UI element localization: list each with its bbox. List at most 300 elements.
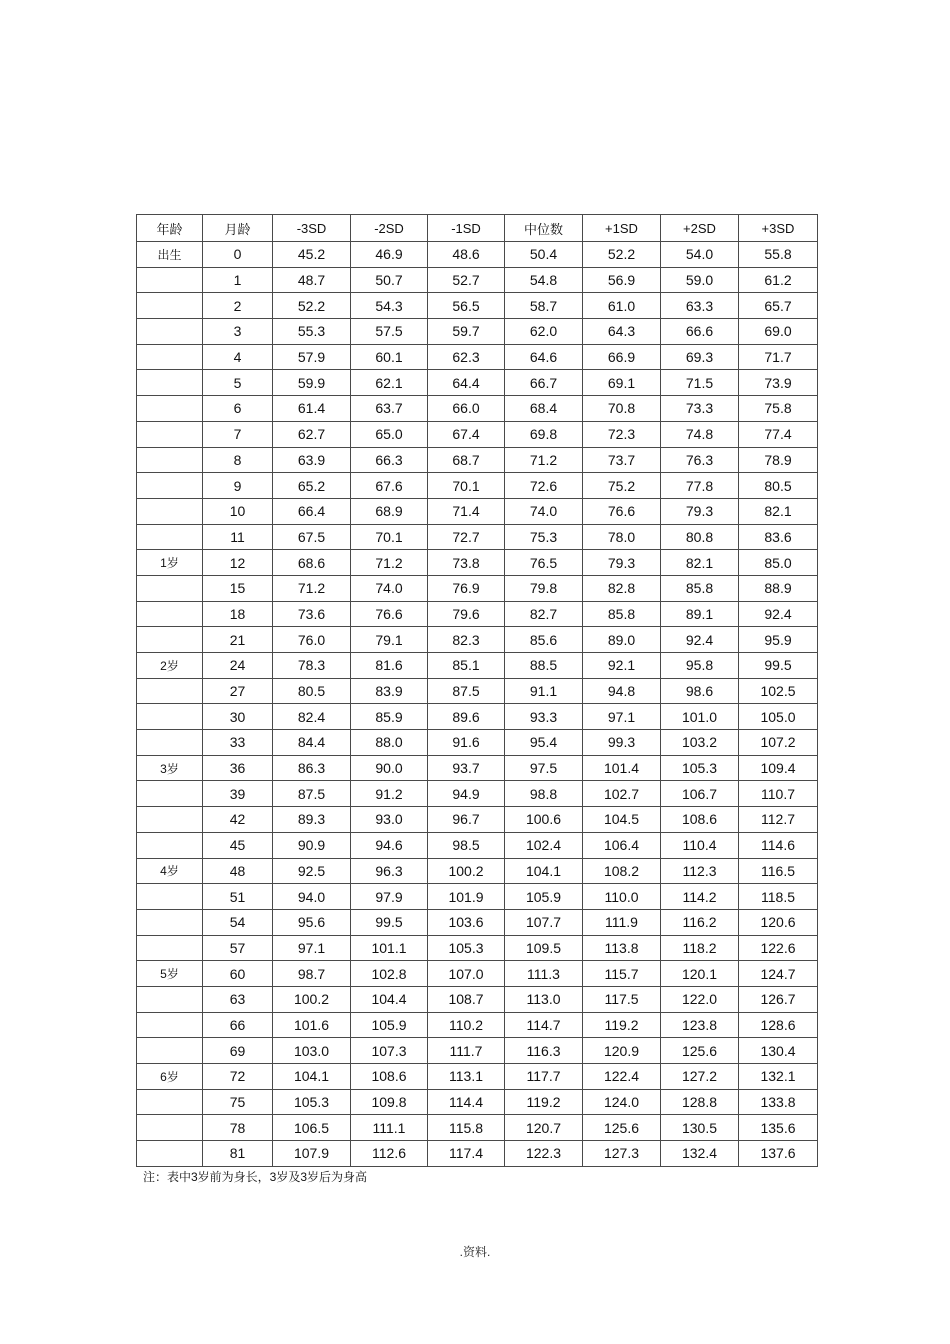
minus-1sd-cell: 85.1 xyxy=(428,653,505,679)
plus-2sd-cell: 128.8 xyxy=(661,1089,739,1115)
age-cell xyxy=(137,1012,203,1038)
minus-3sd-cell: 73.6 xyxy=(273,601,351,627)
age-cell xyxy=(137,678,203,704)
median-cell: 111.3 xyxy=(505,961,583,987)
age-cell xyxy=(137,1038,203,1064)
minus-3sd-cell: 84.4 xyxy=(273,730,351,756)
table-row xyxy=(137,1141,818,1167)
age-cell xyxy=(137,473,203,499)
month-age-cell: 60 xyxy=(203,961,273,987)
plus-3sd-cell: 110.7 xyxy=(739,781,818,807)
plus-3sd-cell: 85.0 xyxy=(739,550,818,576)
plus-1sd-cell: 85.8 xyxy=(583,601,661,627)
plus-1sd-cell: 89.0 xyxy=(583,627,661,653)
table-row xyxy=(137,601,818,627)
month-age-cell: 78 xyxy=(203,1115,273,1141)
minus-2sd-cell: 62.1 xyxy=(351,370,428,396)
month-age-cell: 4 xyxy=(203,344,273,370)
median-cell: 104.1 xyxy=(505,858,583,884)
month-age-cell: 69 xyxy=(203,1038,273,1064)
median-cell: 116.3 xyxy=(505,1038,583,1064)
minus-2sd-cell: 70.1 xyxy=(351,524,428,550)
age-cell: 1岁 xyxy=(137,550,203,576)
plus-3sd-cell: 78.9 xyxy=(739,447,818,473)
minus-1sd-cell: 73.8 xyxy=(428,550,505,576)
age-cell xyxy=(137,781,203,807)
table-row xyxy=(137,344,818,370)
plus-3sd-cell: 83.6 xyxy=(739,524,818,550)
minus-1sd-cell: 67.4 xyxy=(428,421,505,447)
plus-1sd-cell: 113.8 xyxy=(583,935,661,961)
minus-2sd-cell: 68.9 xyxy=(351,498,428,524)
table-body xyxy=(137,242,818,1167)
minus-1sd-cell: 89.6 xyxy=(428,704,505,730)
median-cell: 79.8 xyxy=(505,575,583,601)
minus-1sd-cell: 98.5 xyxy=(428,832,505,858)
median-cell: 100.6 xyxy=(505,807,583,833)
plus-3sd-cell: 88.9 xyxy=(739,575,818,601)
minus-1sd-cell: 111.7 xyxy=(428,1038,505,1064)
age-cell xyxy=(137,935,203,961)
plus-3sd-cell: 105.0 xyxy=(739,704,818,730)
table-row xyxy=(137,807,818,833)
plus-2sd-cell: 103.2 xyxy=(661,730,739,756)
median-cell: 58.7 xyxy=(505,293,583,319)
minus-3sd-cell: 92.5 xyxy=(273,858,351,884)
plus-3sd-cell: 92.4 xyxy=(739,601,818,627)
median-cell: 109.5 xyxy=(505,935,583,961)
minus-2sd-cell: 81.6 xyxy=(351,653,428,679)
minus-3sd-cell: 89.3 xyxy=(273,807,351,833)
age-cell xyxy=(137,575,203,601)
plus-2sd-cell: 71.5 xyxy=(661,370,739,396)
plus-2sd-cell: 114.2 xyxy=(661,884,739,910)
median-cell: 50.4 xyxy=(505,242,583,268)
minus-1sd-cell: 87.5 xyxy=(428,678,505,704)
plus-2sd-cell: 120.1 xyxy=(661,961,739,987)
plus-1sd-cell: 110.0 xyxy=(583,884,661,910)
minus-2sd-cell: 57.5 xyxy=(351,319,428,345)
plus-1sd-cell: 69.1 xyxy=(583,370,661,396)
plus-1sd-cell: 97.1 xyxy=(583,704,661,730)
minus-3sd-cell: 98.7 xyxy=(273,961,351,987)
minus-2sd-cell: 54.3 xyxy=(351,293,428,319)
month-age-cell: 27 xyxy=(203,678,273,704)
plus-2sd-cell: 63.3 xyxy=(661,293,739,319)
age-cell xyxy=(137,421,203,447)
plus-1sd-cell: 56.9 xyxy=(583,267,661,293)
plus-3sd-cell: 107.2 xyxy=(739,730,818,756)
plus-1sd-cell: 99.3 xyxy=(583,730,661,756)
table-row xyxy=(137,473,818,499)
plus-3sd-cell: 65.7 xyxy=(739,293,818,319)
age-cell xyxy=(137,627,203,653)
table-row xyxy=(137,1012,818,1038)
plus-3sd-cell: 122.6 xyxy=(739,935,818,961)
minus-3sd-cell: 68.6 xyxy=(273,550,351,576)
age-cell xyxy=(137,704,203,730)
minus-1sd-cell: 113.1 xyxy=(428,1064,505,1090)
table-row xyxy=(137,550,818,576)
table-row xyxy=(137,524,818,550)
age-cell xyxy=(137,832,203,858)
minus-2sd-cell: 74.0 xyxy=(351,575,428,601)
age-cell xyxy=(137,807,203,833)
minus-3sd-cell: 97.1 xyxy=(273,935,351,961)
minus-1sd-cell: 52.7 xyxy=(428,267,505,293)
plus-3sd-cell: 130.4 xyxy=(739,1038,818,1064)
minus-2sd-cell: 105.9 xyxy=(351,1012,428,1038)
median-cell: 107.7 xyxy=(505,909,583,935)
age-cell: 5岁 xyxy=(137,961,203,987)
age-cell xyxy=(137,447,203,473)
minus-3sd-cell: 104.1 xyxy=(273,1064,351,1090)
plus-3sd-cell: 55.8 xyxy=(739,242,818,268)
plus-3sd-cell: 71.7 xyxy=(739,344,818,370)
minus-2sd-cell: 83.9 xyxy=(351,678,428,704)
minus-3sd-cell: 45.2 xyxy=(273,242,351,268)
month-age-cell: 51 xyxy=(203,884,273,910)
minus-2sd-cell: 66.3 xyxy=(351,447,428,473)
minus-1sd-cell: 71.4 xyxy=(428,498,505,524)
plus-1sd-cell: 76.6 xyxy=(583,498,661,524)
minus-1sd-cell: 56.5 xyxy=(428,293,505,319)
median-cell: 91.1 xyxy=(505,678,583,704)
table-row xyxy=(137,935,818,961)
age-cell xyxy=(137,884,203,910)
minus-1sd-cell: 94.9 xyxy=(428,781,505,807)
plus-2sd-cell: 54.0 xyxy=(661,242,739,268)
plus-3sd-cell: 114.6 xyxy=(739,832,818,858)
minus-3sd-cell: 59.9 xyxy=(273,370,351,396)
minus-1sd-cell: 103.6 xyxy=(428,909,505,935)
month-age-cell: 39 xyxy=(203,781,273,807)
minus-1sd-cell: 115.8 xyxy=(428,1115,505,1141)
median-cell: 120.7 xyxy=(505,1115,583,1141)
minus-2sd-cell: 85.9 xyxy=(351,704,428,730)
plus-3sd-cell: 80.5 xyxy=(739,473,818,499)
minus-1sd-cell: 100.2 xyxy=(428,858,505,884)
table-row xyxy=(137,267,818,293)
plus-2sd-cell: 76.3 xyxy=(661,447,739,473)
table-row xyxy=(137,1089,818,1115)
minus-1sd-cell: 68.7 xyxy=(428,447,505,473)
plus-3sd-cell: 118.5 xyxy=(739,884,818,910)
minus-1sd-cell: 117.4 xyxy=(428,1141,505,1167)
median-cell: 85.6 xyxy=(505,627,583,653)
minus-3sd-cell: 57.9 xyxy=(273,344,351,370)
table-row xyxy=(137,704,818,730)
minus-1sd-cell: 105.3 xyxy=(428,935,505,961)
table-row xyxy=(137,781,818,807)
age-cell: 4岁 xyxy=(137,858,203,884)
header-plus-2sd: +2SD xyxy=(661,215,739,242)
minus-2sd-cell: 91.2 xyxy=(351,781,428,807)
minus-2sd-cell: 94.6 xyxy=(351,832,428,858)
plus-3sd-cell: 116.5 xyxy=(739,858,818,884)
month-age-cell: 12 xyxy=(203,550,273,576)
median-cell: 69.8 xyxy=(505,421,583,447)
plus-2sd-cell: 122.0 xyxy=(661,986,739,1012)
plus-3sd-cell: 95.9 xyxy=(739,627,818,653)
header-plus-1sd: +1SD xyxy=(583,215,661,242)
table-row xyxy=(137,627,818,653)
plus-1sd-cell: 115.7 xyxy=(583,961,661,987)
header-minus-3sd: -3SD xyxy=(273,215,351,242)
minus-2sd-cell: 99.5 xyxy=(351,909,428,935)
median-cell: 97.5 xyxy=(505,755,583,781)
plus-3sd-cell: 135.6 xyxy=(739,1115,818,1141)
plus-3sd-cell: 77.4 xyxy=(739,421,818,447)
age-cell xyxy=(137,730,203,756)
plus-1sd-cell: 124.0 xyxy=(583,1089,661,1115)
age-cell xyxy=(137,1089,203,1115)
minus-3sd-cell: 106.5 xyxy=(273,1115,351,1141)
plus-2sd-cell: 79.3 xyxy=(661,498,739,524)
minus-3sd-cell: 67.5 xyxy=(273,524,351,550)
minus-2sd-cell: 46.9 xyxy=(351,242,428,268)
table-row xyxy=(137,447,818,473)
median-cell: 54.8 xyxy=(505,267,583,293)
plus-2sd-cell: 77.8 xyxy=(661,473,739,499)
minus-3sd-cell: 65.2 xyxy=(273,473,351,499)
month-age-cell: 45 xyxy=(203,832,273,858)
month-age-cell: 11 xyxy=(203,524,273,550)
table-row xyxy=(137,730,818,756)
minus-1sd-cell: 82.3 xyxy=(428,627,505,653)
plus-1sd-cell: 61.0 xyxy=(583,293,661,319)
plus-2sd-cell: 105.3 xyxy=(661,755,739,781)
plus-1sd-cell: 64.3 xyxy=(583,319,661,345)
median-cell: 88.5 xyxy=(505,653,583,679)
minus-2sd-cell: 93.0 xyxy=(351,807,428,833)
age-cell xyxy=(137,293,203,319)
table-row xyxy=(137,1064,818,1090)
month-age-cell: 18 xyxy=(203,601,273,627)
month-age-cell: 33 xyxy=(203,730,273,756)
plus-3sd-cell: 120.6 xyxy=(739,909,818,935)
plus-1sd-cell: 108.2 xyxy=(583,858,661,884)
table-row xyxy=(137,421,818,447)
month-age-cell: 1 xyxy=(203,267,273,293)
median-cell: 117.7 xyxy=(505,1064,583,1090)
header-minus-1sd: -1SD xyxy=(428,215,505,242)
table-row xyxy=(137,319,818,345)
minus-1sd-cell: 110.2 xyxy=(428,1012,505,1038)
plus-2sd-cell: 85.8 xyxy=(661,575,739,601)
plus-1sd-cell: 94.8 xyxy=(583,678,661,704)
month-age-cell: 63 xyxy=(203,986,273,1012)
plus-1sd-cell: 104.5 xyxy=(583,807,661,833)
median-cell: 71.2 xyxy=(505,447,583,473)
plus-1sd-cell: 101.4 xyxy=(583,755,661,781)
plus-1sd-cell: 120.9 xyxy=(583,1038,661,1064)
month-age-cell: 75 xyxy=(203,1089,273,1115)
month-age-cell: 0 xyxy=(203,242,273,268)
median-cell: 113.0 xyxy=(505,986,583,1012)
plus-2sd-cell: 98.6 xyxy=(661,678,739,704)
age-cell xyxy=(137,344,203,370)
age-cell xyxy=(137,267,203,293)
minus-3sd-cell: 55.3 xyxy=(273,319,351,345)
plus-2sd-cell: 130.5 xyxy=(661,1115,739,1141)
table-row xyxy=(137,242,818,268)
plus-2sd-cell: 92.4 xyxy=(661,627,739,653)
age-cell: 3岁 xyxy=(137,755,203,781)
age-cell xyxy=(137,1115,203,1141)
minus-2sd-cell: 102.8 xyxy=(351,961,428,987)
median-cell: 76.5 xyxy=(505,550,583,576)
plus-1sd-cell: 111.9 xyxy=(583,909,661,935)
minus-3sd-cell: 107.9 xyxy=(273,1141,351,1167)
minus-2sd-cell: 50.7 xyxy=(351,267,428,293)
minus-3sd-cell: 87.5 xyxy=(273,781,351,807)
median-cell: 93.3 xyxy=(505,704,583,730)
age-cell: 出生 xyxy=(137,242,203,268)
minus-2sd-cell: 88.0 xyxy=(351,730,428,756)
minus-3sd-cell: 90.9 xyxy=(273,832,351,858)
plus-3sd-cell: 102.5 xyxy=(739,678,818,704)
month-age-cell: 9 xyxy=(203,473,273,499)
plus-1sd-cell: 117.5 xyxy=(583,986,661,1012)
month-age-cell: 54 xyxy=(203,909,273,935)
median-cell: 105.9 xyxy=(505,884,583,910)
table-header xyxy=(137,215,818,242)
median-cell: 122.3 xyxy=(505,1141,583,1167)
plus-3sd-cell: 124.7 xyxy=(739,961,818,987)
plus-2sd-cell: 123.8 xyxy=(661,1012,739,1038)
table-row xyxy=(137,498,818,524)
minus-1sd-cell: 96.7 xyxy=(428,807,505,833)
plus-1sd-cell: 66.9 xyxy=(583,344,661,370)
age-cell xyxy=(137,396,203,422)
minus-2sd-cell: 96.3 xyxy=(351,858,428,884)
month-age-cell: 10 xyxy=(203,498,273,524)
minus-2sd-cell: 60.1 xyxy=(351,344,428,370)
median-cell: 119.2 xyxy=(505,1089,583,1115)
table-row xyxy=(137,653,818,679)
minus-3sd-cell: 66.4 xyxy=(273,498,351,524)
minus-2sd-cell: 63.7 xyxy=(351,396,428,422)
plus-1sd-cell: 73.7 xyxy=(583,447,661,473)
plus-2sd-cell: 132.4 xyxy=(661,1141,739,1167)
age-cell xyxy=(137,1141,203,1167)
minus-3sd-cell: 100.2 xyxy=(273,986,351,1012)
minus-3sd-cell: 61.4 xyxy=(273,396,351,422)
median-cell: 98.8 xyxy=(505,781,583,807)
minus-2sd-cell: 65.0 xyxy=(351,421,428,447)
age-cell xyxy=(137,370,203,396)
minus-1sd-cell: 91.6 xyxy=(428,730,505,756)
month-age-cell: 21 xyxy=(203,627,273,653)
month-age-cell: 57 xyxy=(203,935,273,961)
minus-1sd-cell: 59.7 xyxy=(428,319,505,345)
table-row xyxy=(137,755,818,781)
minus-1sd-cell: 72.7 xyxy=(428,524,505,550)
plus-2sd-cell: 110.4 xyxy=(661,832,739,858)
plus-3sd-cell: 61.2 xyxy=(739,267,818,293)
age-cell xyxy=(137,909,203,935)
month-age-cell: 48 xyxy=(203,858,273,884)
plus-3sd-cell: 82.1 xyxy=(739,498,818,524)
month-age-cell: 81 xyxy=(203,1141,273,1167)
plus-2sd-cell: 73.3 xyxy=(661,396,739,422)
minus-3sd-cell: 80.5 xyxy=(273,678,351,704)
median-cell: 68.4 xyxy=(505,396,583,422)
header-plus-3sd: +3SD xyxy=(739,215,818,242)
plus-3sd-cell: 137.6 xyxy=(739,1141,818,1167)
minus-3sd-cell: 52.2 xyxy=(273,293,351,319)
plus-2sd-cell: 59.0 xyxy=(661,267,739,293)
plus-3sd-cell: 132.1 xyxy=(739,1064,818,1090)
plus-3sd-cell: 73.9 xyxy=(739,370,818,396)
month-age-cell: 2 xyxy=(203,293,273,319)
minus-2sd-cell: 90.0 xyxy=(351,755,428,781)
plus-1sd-cell: 106.4 xyxy=(583,832,661,858)
page-footer-label: .资料. xyxy=(459,1245,491,1259)
plus-2sd-cell: 101.0 xyxy=(661,704,739,730)
month-age-cell: 5 xyxy=(203,370,273,396)
minus-1sd-cell: 48.6 xyxy=(428,242,505,268)
plus-3sd-cell: 109.4 xyxy=(739,755,818,781)
plus-2sd-cell: 66.6 xyxy=(661,319,739,345)
month-age-cell: 42 xyxy=(203,807,273,833)
age-cell xyxy=(137,319,203,345)
minus-3sd-cell: 86.3 xyxy=(273,755,351,781)
minus-2sd-cell: 97.9 xyxy=(351,884,428,910)
minus-1sd-cell: 107.0 xyxy=(428,961,505,987)
plus-3sd-cell: 75.8 xyxy=(739,396,818,422)
table-row xyxy=(137,961,818,987)
median-cell: 72.6 xyxy=(505,473,583,499)
minus-1sd-cell: 62.3 xyxy=(428,344,505,370)
plus-3sd-cell: 126.7 xyxy=(739,986,818,1012)
month-age-cell: 7 xyxy=(203,421,273,447)
minus-2sd-cell: 101.1 xyxy=(351,935,428,961)
month-age-cell: 15 xyxy=(203,575,273,601)
table-row xyxy=(137,884,818,910)
minus-2sd-cell: 67.6 xyxy=(351,473,428,499)
minus-3sd-cell: 95.6 xyxy=(273,909,351,935)
plus-1sd-cell: 75.2 xyxy=(583,473,661,499)
table-row xyxy=(137,396,818,422)
median-cell: 75.3 xyxy=(505,524,583,550)
table-row xyxy=(137,370,818,396)
plus-2sd-cell: 125.6 xyxy=(661,1038,739,1064)
plus-2sd-cell: 74.8 xyxy=(661,421,739,447)
plus-2sd-cell: 89.1 xyxy=(661,601,739,627)
minus-3sd-cell: 62.7 xyxy=(273,421,351,447)
age-cell: 2岁 xyxy=(137,653,203,679)
plus-1sd-cell: 125.6 xyxy=(583,1115,661,1141)
table-row xyxy=(137,575,818,601)
plus-2sd-cell: 95.8 xyxy=(661,653,739,679)
minus-1sd-cell: 114.4 xyxy=(428,1089,505,1115)
header-minus-2sd: -2SD xyxy=(351,215,428,242)
plus-2sd-cell: 108.6 xyxy=(661,807,739,833)
plus-2sd-cell: 82.1 xyxy=(661,550,739,576)
plus-2sd-cell: 116.2 xyxy=(661,909,739,935)
minus-3sd-cell: 78.3 xyxy=(273,653,351,679)
plus-1sd-cell: 70.8 xyxy=(583,396,661,422)
minus-2sd-cell: 107.3 xyxy=(351,1038,428,1064)
table-row xyxy=(137,678,818,704)
minus-1sd-cell: 79.6 xyxy=(428,601,505,627)
minus-2sd-cell: 79.1 xyxy=(351,627,428,653)
plus-1sd-cell: 52.2 xyxy=(583,242,661,268)
table-row xyxy=(137,986,818,1012)
month-age-cell: 6 xyxy=(203,396,273,422)
